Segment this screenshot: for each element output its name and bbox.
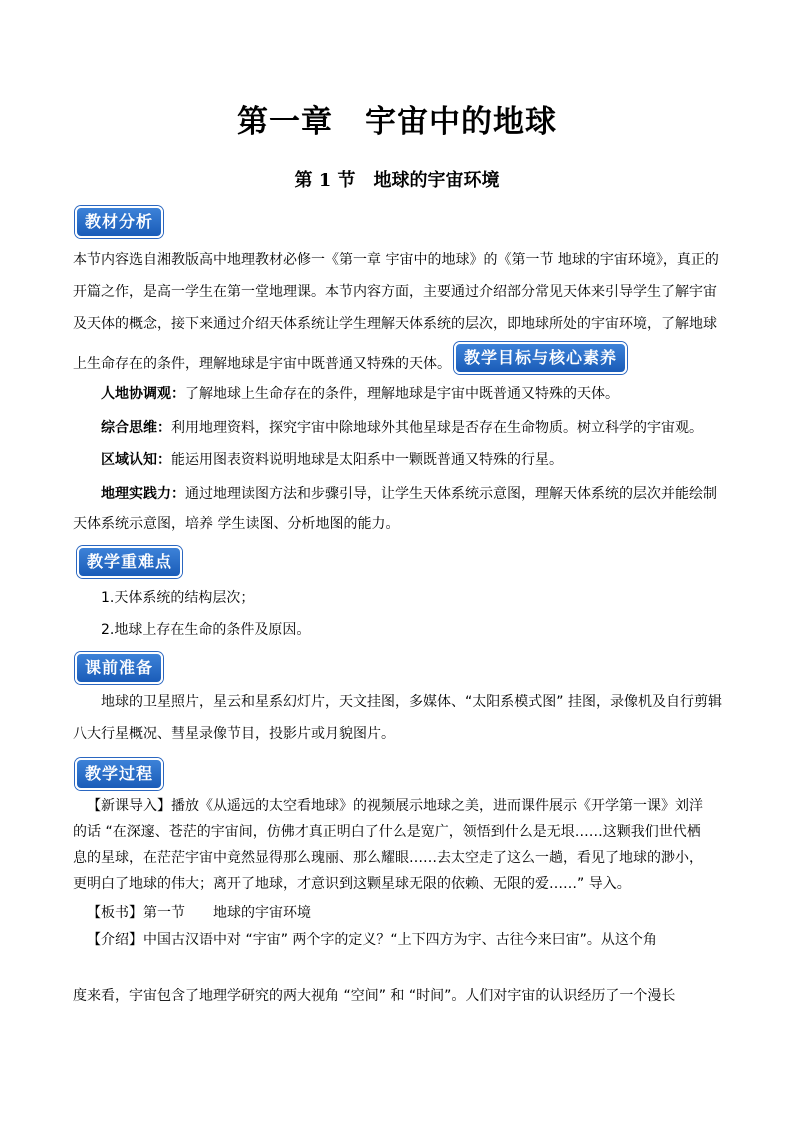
badge-analysis: 教材分析 — [75, 206, 163, 238]
objective-item — [101, 384, 619, 404]
badge-preparation: 课前准备 — [75, 652, 163, 684]
process-line: 【新课导入】播放《从遥远的太空看地球》的视频展示地球之美，进而课件展示《开学第一课》刘洋 — [87, 798, 703, 814]
keypoint-item: 2.地球上存在生命的条件及原因。 — [101, 622, 311, 638]
process-line: 【介绍】中国古汉语中对 “宇宙” 两个字的定义？“上下四方为宇、古往今来曰宙”。从这个角 — [87, 932, 657, 948]
preparation-line: 八大行星概况、彗星录像节目，投影片或月貌图片。 — [73, 726, 395, 742]
objective-item — [101, 418, 703, 438]
objective-item — [101, 450, 563, 470]
process-line: 息的星球，在茫茫宇宙中竟然显得那么瑰丽、那么耀眼……去太空走了这么一趟，看见了地球的渺小， — [73, 850, 703, 866]
objective-text: 利用地理资料，探究宇宙中除地球外其他星球是否存在生命物质。树立科学的宇宙观。 — [171, 420, 703, 436]
objective-text: 能运用图表资料说明地球是太阳系中一颗既普通又特殊的行星。 — [171, 452, 563, 468]
objective-text: 了解地球上生命存在的条件，理解地球是宇宙中既普通又特殊的天体。 — [185, 386, 619, 402]
preparation-line: 地球的卫星照片，星云和星系幻灯片，天文挂图，多媒体、“太阳系模式图” 挂图，录像机及自行剪辑 — [101, 694, 722, 710]
analysis-line: 本节内容选自湘教版高中地理教材必修一《第一章 宇宙中的地球》的《第一节 地球的宇宙环境》，真正的 — [73, 252, 719, 268]
badge-objectives: 教学目标与核心素养 — [454, 342, 627, 374]
objective-label: 人地协调观： — [101, 386, 185, 402]
objective-text: 通过地理读图方法和步骤引导，让学生天体系统示意图，理解天体系统的层次并能绘制 — [185, 486, 717, 502]
chapter-title: 第一章 宇宙中的地球 — [237, 104, 557, 140]
analysis-line: 上生命存在的条件，理解地球是宇宙中既普通又特殊的天体。 — [73, 356, 451, 372]
objective-label: 区域认知： — [101, 452, 171, 468]
process-line: 【板书】第一节 地球的宇宙环境 — [87, 905, 311, 921]
process-line: 更明白了地球的伟大；离开了地球，才意识到这颗星球无限的依赖、无限的爱……” 导入。 — [73, 876, 631, 892]
objective-label: 综合思维： — [101, 420, 171, 436]
objective-item — [101, 484, 717, 504]
badge-process: 教学过程 — [75, 758, 163, 790]
process-line: 度来看，宇宙包含了地理学研究的两大视角 “空间” 和 “时间”。人们对宇宙的认识经历了一个漫长 — [73, 988, 676, 1004]
objective-continuation: 天体系统示意图，培养 学生读图、分析地图的能力。 — [73, 516, 400, 532]
badge-keypoints: 教学重难点 — [77, 546, 182, 578]
section-title: 第 1 节 地球的宇宙环境 — [294, 170, 500, 191]
keypoint-item: 1.天体系统的结构层次； — [101, 590, 255, 606]
process-line: 的话 “在深邃、苍茫的宇宙间，仿佛才真正明白了什么是宽广，领悟到什么是无垠……这颗我们世代栖 — [73, 824, 701, 840]
analysis-line: 及天体的概念，接下来通过介绍天体系统让学生理解天体系统的层次，即地球所处的宇宙环境，了解地球 — [73, 316, 717, 332]
objective-label: 地理实践力： — [101, 486, 185, 502]
analysis-line: 开篇之作，是高一学生在第一堂地理课。本节内容方面，主要通过介绍部分常见天体来引导学生了解宇宙 — [73, 284, 717, 300]
